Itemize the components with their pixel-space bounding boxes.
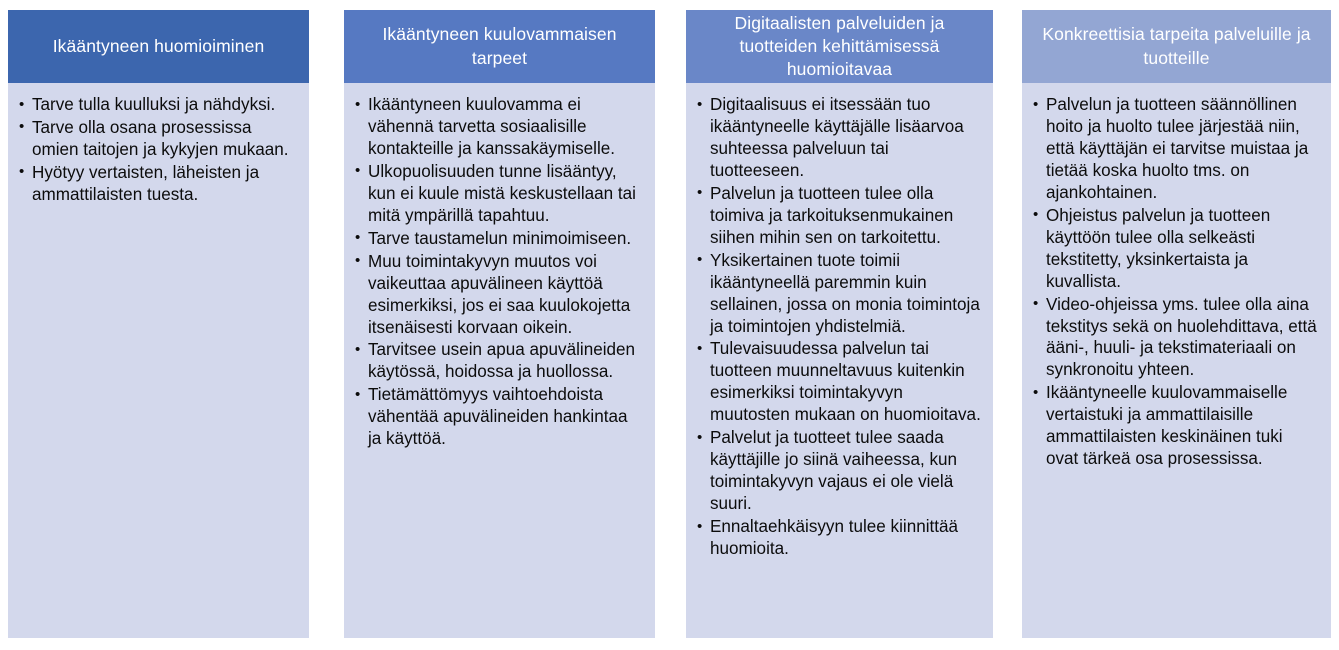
list-item: • Digitaalisuus ei itsessään tuo ikääntyneelle käyttäjälle lisäarvoa suhteessa palveluun tai tuotteeseen.	[696, 94, 981, 182]
list-item: • Hyötyy vertaisten, läheisten ja ammattilaisten tuesta.	[18, 162, 297, 206]
list-item: • Tarve tulla kuulluksi ja nähdyksi.	[18, 94, 297, 116]
bullet-list-2	[354, 94, 643, 450]
column-header-4: Konkreettisia tarpeita palveluille ja tuotteille	[1022, 10, 1331, 83]
column-konkreettisia-tarpeita	[1022, 10, 1331, 638]
list-item: • Muu toimintakyvyn muutos voi vaikeuttaa apuvälineen käyttöä esimerkiksi, jos ei saa kuulokojetta itsenäisesti korvaan oikein.	[354, 251, 643, 339]
list-item: • Ohjeistus palvelun ja tuotteen käyttöön tulee olla selkeästi tekstitetty, yksinkertaista ja kuvallista.	[1032, 205, 1319, 293]
bullet-list-3	[696, 94, 981, 560]
column-header-1: Ikääntyneen huomioiminen	[8, 10, 309, 83]
list-item: • Tarve taustamelun minimoimiseen.	[354, 228, 643, 250]
list-item: • Tarve olla osana prosessissa omien taitojen ja kykyjen mukaan.	[18, 117, 297, 161]
list-item: • Ikääntyneelle kuulovammaiselle vertaistuki ja ammattilaisille ammattilaisten keskinäinen tuki ovat tärkeä osa prosessissa.	[1032, 382, 1319, 470]
column-body-2	[344, 83, 655, 638]
column-digitaalisten-palveluiden-kehittaminen	[686, 10, 993, 638]
list-item: • Palvelun ja tuotteen tulee olla toimiva ja tarkoituksenmukainen siihen mihin sen on tarkoitettu.	[696, 183, 981, 249]
column-body-3	[686, 83, 993, 638]
list-item: • Palvelut ja tuotteet tulee saada käyttäjille jo siinä vaiheessa, kun toimintakyvyn vajaus ei ole vielä suuri.	[696, 427, 981, 515]
bullet-list-4	[1032, 94, 1319, 470]
column-body-1	[8, 83, 309, 638]
list-item: • Yksikertainen tuote toimii ikääntyneellä paremmin kuin sellainen, jossa on monia toimintoja ja toimintojen yhdistelmiä.	[696, 250, 981, 338]
list-item: • Ikääntyneen kuulovamma ei vähennä tarvetta sosiaalisille kontakteille ja kanssakäymiselle.	[354, 94, 643, 160]
bullet-list-1	[18, 94, 297, 206]
list-item: • Tarvitsee usein apua apuvälineiden käytössä, hoidossa ja huollossa.	[354, 339, 643, 383]
list-item: • Tulevaisuudessa palvelun tai tuotteen muunneltavuus kuitenkin esimerkiksi toimintakyvyn muutosten mukaan on huomioitava.	[696, 338, 981, 426]
list-item: • Palvelun ja tuotteen säännöllinen hoito ja huolto tulee järjestää niin, että käyttäjän ei tarvitse muistaa ja tietää koska huolto tms. on ajankohtainen.	[1032, 94, 1319, 204]
column-ikaantyneen-kuulovammaisen-tarpeet	[344, 10, 655, 638]
column-header-2: Ikääntyneen kuulovammaisen tarpeet	[344, 10, 655, 83]
list-item: • Ennaltaehkäisyyn tulee kiinnittää huomioita.	[696, 516, 981, 560]
column-ikaantyneen-huomioiminen	[8, 10, 309, 638]
column-header-3: Digitaalisten palveluiden ja tuotteiden kehittämisessä huomioitavaa	[686, 10, 993, 83]
list-item: • Tietämättömyys vaihtoehdoista vähentää apuvälineiden hankintaa ja käyttöä.	[354, 384, 643, 450]
column-body-4	[1022, 83, 1331, 638]
list-item: • Ulkopuolisuuden tunne lisääntyy, kun ei kuule mistä keskustellaan tai mitä ympärillä tapahtuu.	[354, 161, 643, 227]
list-item: • Video-ohjeissa yms. tulee olla aina tekstitys sekä on huolehdittava, että ääni-, huuli- ja tekstimateriaali on synkronoitu yhteen.	[1032, 294, 1319, 382]
